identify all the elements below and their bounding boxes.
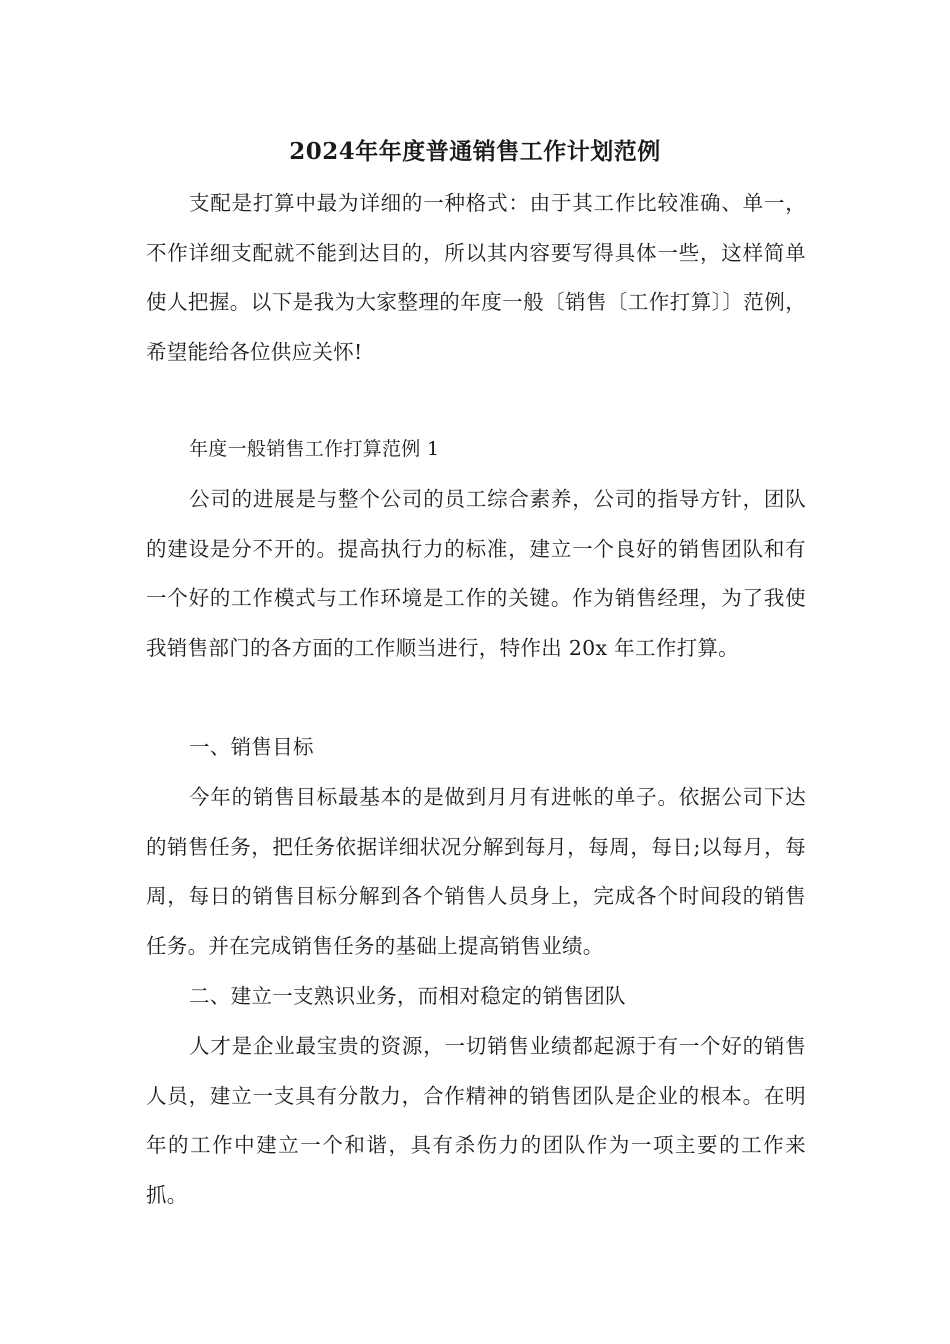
section-title: 年度一般销售工作打算范例 1 bbox=[189, 438, 440, 460]
heading-sales-team: 二、建立一支熟识业务，而相对稳定的销售团队 bbox=[189, 984, 626, 1008]
sales-team-paragraph: 人才是企业最宝贵的资源，一切销售业绩都起源于有一个好的销售人员，建立一支具有分散力，合作精神的销售团队是企业的根本。在明年的工作中建立一个和谐，具有杀伤力的团队作为一项主要的工作来抓。 bbox=[146, 1034, 806, 1207]
document-title: 2024年年度普通销售工作计划范例 bbox=[289, 138, 661, 165]
heading-sales-target: 一、销售目标 bbox=[189, 735, 314, 759]
sales-target-paragraph: 今年的销售目标最基本的是做到月月有进帐的单子。依据公司下达的销售任务，把任务依据详细状况分解到每月，每周，每日;以每月，每周，每日的销售目标分解到各个销售人员身上，完成各个时间段的销售任务。并在完成销售任务的基础上提高销售业绩。 bbox=[146, 785, 806, 958]
section-intro-paragraph: 公司的进展是与整个公司的员工综合素养，公司的指导方针，团队的建设是分不开的。提高执行力的标准，建立一个良好的销售团队和有一个好的工作模式与工作环境是工作的关键。作为销售经理，为了我使我销售部门的各方面的工作顺当进行，特作出 20x 年工作打算。 bbox=[146, 487, 806, 660]
intro-paragraph: 支配是打算中最为详细的一种格式：由于其工作比较准确、单一，不作详细支配就不能到达目的，所以其内容要写得具体一些，这样简单使人把握。以下是我为大家整理的年度一般〔销售〔工作打算〕〕范例，希望能给各位供应关怀! bbox=[146, 191, 806, 364]
